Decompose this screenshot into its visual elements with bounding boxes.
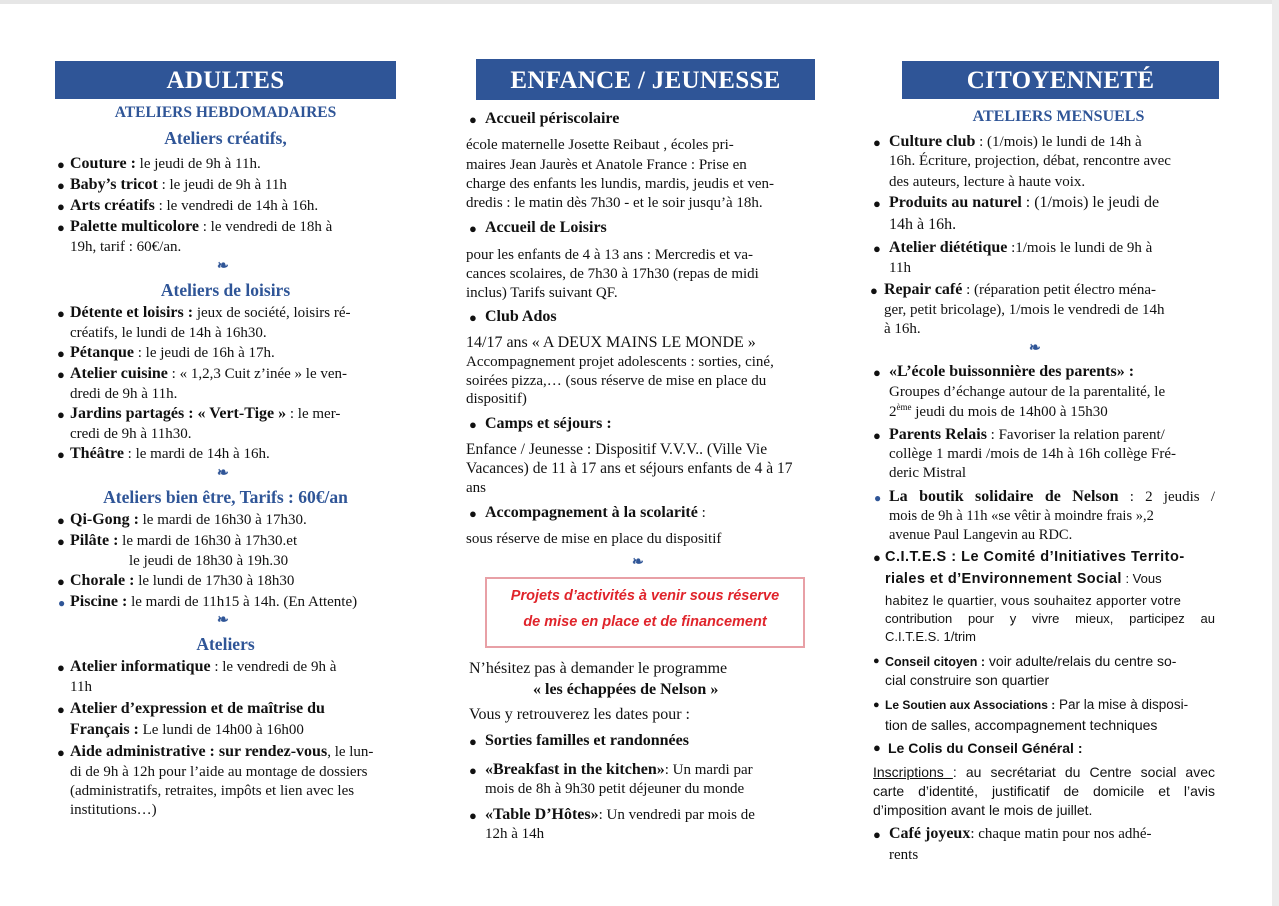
bullet-icon: ●	[57, 702, 65, 717]
text-scolarite: sous réserve de mise en place du dispositif	[466, 531, 722, 547]
text-camps-3: ans	[466, 480, 486, 496]
ornament-icon: ❧	[217, 613, 229, 628]
item-culture-cont-2: des auteurs, lecture à haute voix.	[889, 174, 1086, 190]
item-breakfast-cont: mois de 8h à 9h30 petit déjeuner du monde	[485, 781, 745, 797]
text-loisirs-2: cances scolaires, de 7h30 à 17h30 (repas de midi	[466, 266, 759, 282]
bullet-icon: ●	[874, 491, 882, 505]
item-conseil-citoyen: Conseil citoyen : voir adulte/relais du centre so-	[885, 653, 1177, 669]
text-ados-2: soirées pizza,… (sous réserve de mise en place du	[466, 373, 767, 389]
item-scolarite: Accompagnement à la scolarité :	[485, 504, 706, 521]
heading-ateliers: Ateliers	[196, 634, 255, 654]
heading-ateliers-mensuels: ATELIERS MENSUELS	[972, 108, 1145, 125]
text-periscolaire-1: école maternelle Josette Reibaut , écoles pri-	[466, 137, 734, 153]
bullet-icon: ●	[57, 220, 65, 235]
item-petanque: Pétanque : le jeudi de 16h à 17h.	[70, 344, 275, 361]
item-dietetique: Atelier diététique :1/mois le lundi de 9h à	[889, 239, 1153, 256]
item-chorale: Chorale : le lundi de 17h30 à 18h30	[70, 572, 295, 589]
item-accueil-loisirs: Accueil de Loisirs	[485, 219, 607, 236]
item-palette-cont: 19h, tarif : 60€/an.	[70, 239, 182, 255]
bullet-icon: ●	[873, 135, 881, 150]
ornament-icon: ❧	[217, 259, 229, 274]
bullet-icon: ●	[873, 827, 881, 842]
text-soutien: tion de salles, accompagnement techniques	[885, 717, 1158, 733]
bullet-icon: ●	[873, 550, 881, 565]
item-boutik: La boutik solidaire de Nelson : 2 jeudis /	[889, 488, 1215, 505]
bullet-icon: ●	[870, 283, 878, 298]
text-periscolaire-4: dredis : le matin dès 7h30 - et le soir jusqu’à 18h.	[466, 195, 763, 211]
item-expression: Atelier d’expression et de maîtrise du	[70, 700, 325, 717]
item-qigong: Qi-Gong : le mardi de 16h30 à 17h30.	[70, 511, 307, 528]
item-jardins: Jardins partagés : « Vert-Tige » : le mer-	[70, 405, 341, 422]
item-produits-cont: 14h à 16h.	[889, 216, 957, 233]
item-cites-2: riales et d’Environnement Social : Vous	[885, 571, 1162, 587]
item-detente: Détente et loisirs : jeux de société, loisirs ré-	[70, 304, 351, 321]
item-colis: Le Colis du Conseil Général :	[888, 740, 1083, 756]
bullet-icon: ●	[469, 808, 477, 823]
text-relais-2: deric Mistral	[889, 465, 967, 481]
bullet-icon: ●	[57, 178, 65, 193]
bullet-icon: ●	[57, 534, 65, 549]
text-camps-2: Vacances) de 11 à 17 ans et séjours enfants de 4 à 17	[466, 460, 793, 477]
item-cites: C.I.T.E.S : Le Comité d’Initiatives Territo-	[885, 549, 1185, 565]
item-parents-relais: Parents Relais : Favoriser la relation parent/	[889, 426, 1165, 443]
text-ados-1: Accompagnement projet adolescents : sorties, ciné,	[466, 354, 774, 370]
item-repair-cont-1: ger, petit bricolage), 1/mois le vendredi de 14h	[884, 302, 1165, 318]
heading-ateliers-hebdomadaires: ATELIERS HEBDOMADAIRES	[114, 104, 337, 121]
item-culture-club: Culture club : (1/mois) le lundi de 14h à	[889, 133, 1142, 150]
banner-adultes: ADULTES	[55, 61, 396, 99]
bullet-icon: ●	[57, 574, 65, 589]
bullet-icon: ●	[57, 199, 65, 214]
bullet-icon: ●	[469, 310, 477, 325]
item-pilate-cont: le jeudi de 18h30 à 19h.30	[129, 553, 289, 569]
item-sorties: Sorties familles et randonnées	[485, 732, 689, 749]
bullet-icon: ●	[469, 506, 477, 521]
bullet-icon: ●	[57, 157, 65, 172]
item-breakfast: «Breakfast in the kitchen»: Un mardi par	[485, 761, 753, 778]
text-ecole-1: Groupes d’échange autour de la parentalité, le	[889, 384, 1166, 400]
text-ados-title: 14/17 ans « A DEUX MAINS LE MONDE »	[466, 334, 756, 351]
item-camps: Camps et séjours :	[485, 415, 612, 432]
bullet-icon: ●	[469, 417, 477, 432]
item-palette: Palette multicolore : le vendredi de 18h à	[70, 218, 333, 235]
ornament-icon: ❧	[217, 466, 229, 481]
text-relais-1: collège 1 mardi /mois de 14h à 16h collège Fré-	[889, 446, 1176, 462]
bullet-icon: ●	[873, 740, 881, 755]
ornament-icon: ❧	[1029, 341, 1041, 356]
item-aide-cont3: institutions…)	[70, 802, 157, 818]
item-table-hotes: «Table D’Hôtes»: Un vendredi par mois de	[485, 806, 755, 823]
item-babys-tricot: Baby’s tricot : le jeudi de 9h à 11h	[70, 176, 287, 193]
item-periscolaire: Accueil périscolaire	[485, 110, 620, 127]
text-boutik-1: mois de 9h à 11h «se vêtir à moindre frais »,2	[889, 508, 1154, 524]
item-cafe-joyeux: Café joyeux: chaque matin pour nos adhé-	[889, 825, 1152, 842]
text-colis-3: d’imposition avant le mois de juillet.	[873, 802, 1093, 818]
text-programme-3: Vous y retrouverez les dates pour :	[469, 706, 690, 723]
bullet-icon: ●	[469, 763, 477, 778]
bullet-icon: ●	[57, 513, 65, 528]
heading-ateliers-bien-etre: Ateliers bien être, Tarifs : 60€/an	[103, 487, 348, 507]
item-table-hotes-cont: 12h à 14h	[485, 826, 545, 842]
item-repair-cont-2: à 16h.	[884, 321, 921, 337]
item-dietetique-cont: 11h	[889, 260, 911, 276]
text-programme-1: N’hésitez pas à demander le programme	[469, 660, 728, 677]
item-aide-cont2: (administratifs, retraites, impôts et lien avec les	[70, 783, 355, 799]
bullet-icon: ●	[57, 745, 65, 760]
bullet-icon: ●	[469, 221, 477, 236]
text-boutik-2: avenue Paul Langevin au RDC.	[889, 527, 1073, 543]
text-conseil: cial construire son quartier	[885, 672, 1050, 688]
text-loisirs-3: inclus) Tarifs suivant QF.	[466, 285, 618, 301]
ornament-icon: ❧	[632, 555, 644, 570]
bullet-icon: ●	[57, 306, 65, 321]
banner-enfance: ENFANCE / JEUNESSE	[476, 59, 815, 100]
item-culture-cont-1: 16h. Écriture, projection, débat, rencontre avec	[889, 153, 1171, 169]
item-informatique-cont: 11h	[70, 679, 92, 695]
item-couture: Couture : le jeudi de 9h à 11h.	[70, 155, 261, 172]
top-edge	[0, 0, 1279, 4]
item-aide-administrative: Aide administrative : sur rendez-vous, le lun-	[70, 743, 374, 760]
text-periscolaire-2: maires Jean Jaurès et Anatole France : Prise en	[466, 157, 747, 173]
item-theatre: Théâtre : le mardi de 14h à 16h.	[70, 445, 270, 462]
text-cites-2: contribution pour y vivre mieux, participez au	[885, 611, 1215, 626]
bullet-icon: ●	[57, 407, 65, 422]
item-aide-cont: di de 9h à 12h pour l’aide au montage de dossiers	[70, 764, 368, 780]
item-pilate: Pilâte : le mardi de 16h30 à 17h30.et	[70, 532, 298, 549]
item-repair-cafe: Repair café : (réparation petit électro ména-	[884, 281, 1156, 298]
item-cuisine: Atelier cuisine : « 1,2,3 Cuit z’inée » le ven-	[70, 365, 348, 382]
item-informatique: Atelier informatique : le vendredi de 9h à	[70, 658, 337, 675]
item-cuisine-cont: dredi de 9h à 11h.	[70, 386, 178, 402]
text-ecole-2: 2ème jeudi du mois de 14h00 à 15h30	[889, 402, 1108, 420]
bullet-icon: ●	[469, 734, 477, 749]
bullet-icon: ●	[873, 241, 881, 256]
text-cafe: rents	[889, 847, 919, 863]
bullet-icon: ●	[57, 367, 65, 382]
item-produits: Produits au naturel : (1/mois) le jeudi de	[889, 194, 1160, 211]
text-cites-1: habitez le quartier, vous souhaitez apporter votre	[885, 593, 1182, 608]
item-jardins-cont: credi de 9h à 11h30.	[70, 426, 192, 442]
bullet-icon: ●	[57, 346, 65, 361]
bullet-icon: ●	[873, 655, 880, 667]
item-expression-cont: Français : Le lundi de 14h00 à 16h00	[70, 721, 304, 738]
heading-ateliers-loisirs: Ateliers de loisirs	[160, 280, 291, 300]
text-ados-3: dispositif)	[466, 391, 527, 407]
item-club-ados: Club Ados	[485, 308, 557, 325]
bullet-icon: ●	[873, 428, 881, 443]
bullet-icon: ●	[58, 596, 66, 610]
right-edge	[1272, 0, 1279, 906]
bullet-icon: ●	[873, 365, 881, 380]
text-periscolaire-3: charge des enfants les lundis, mardis, jeudis et ven-	[466, 176, 774, 192]
text-colis-1: Inscriptions : au secrétariat du Centre social avec	[873, 764, 1215, 780]
bullet-icon: ●	[57, 660, 65, 675]
text-camps-1: Enfance / Jeunesse : Dispositif V.V.V.. (Ville Vie	[466, 441, 768, 458]
text-cites-3: C.I.T.E.S. 1/trim	[885, 629, 977, 644]
projets-text-1: Projets d’activités à venir sous réserve	[510, 588, 780, 604]
text-loisirs-1: pour les enfants de 4 à 13 ans : Mercredis et va-	[466, 247, 753, 263]
item-ecole-buissonniere: «L’école buissonnière des parents» :	[889, 363, 1135, 380]
banner-citoyennete: CITOYENNETÉ	[902, 61, 1219, 99]
text-programme-2: « les échappées de Nelson »	[533, 681, 719, 698]
text-colis-2: carte d’identité, justificatif de domicile et l’avis	[873, 783, 1215, 799]
item-piscine: Piscine : le mardi de 11h15 à 14h. (En Attente)	[70, 593, 358, 610]
bullet-icon: ●	[873, 196, 881, 211]
bullet-icon: ●	[469, 112, 477, 127]
bullet-icon: ●	[873, 699, 880, 711]
item-detente-cont: créatifs, le lundi de 14h à 16h30.	[70, 325, 267, 341]
item-arts-creatifs: Arts créatifs : le vendredi de 14h à 16h.	[70, 197, 319, 214]
bullet-icon: ●	[57, 447, 65, 462]
item-soutien: Le Soutien aux Associations : Par la mise à disposi-	[885, 697, 1189, 712]
heading-ateliers-creatifs: Ateliers créatifs,	[164, 128, 287, 148]
projets-text-2: de mise en place et de financement	[523, 614, 767, 630]
